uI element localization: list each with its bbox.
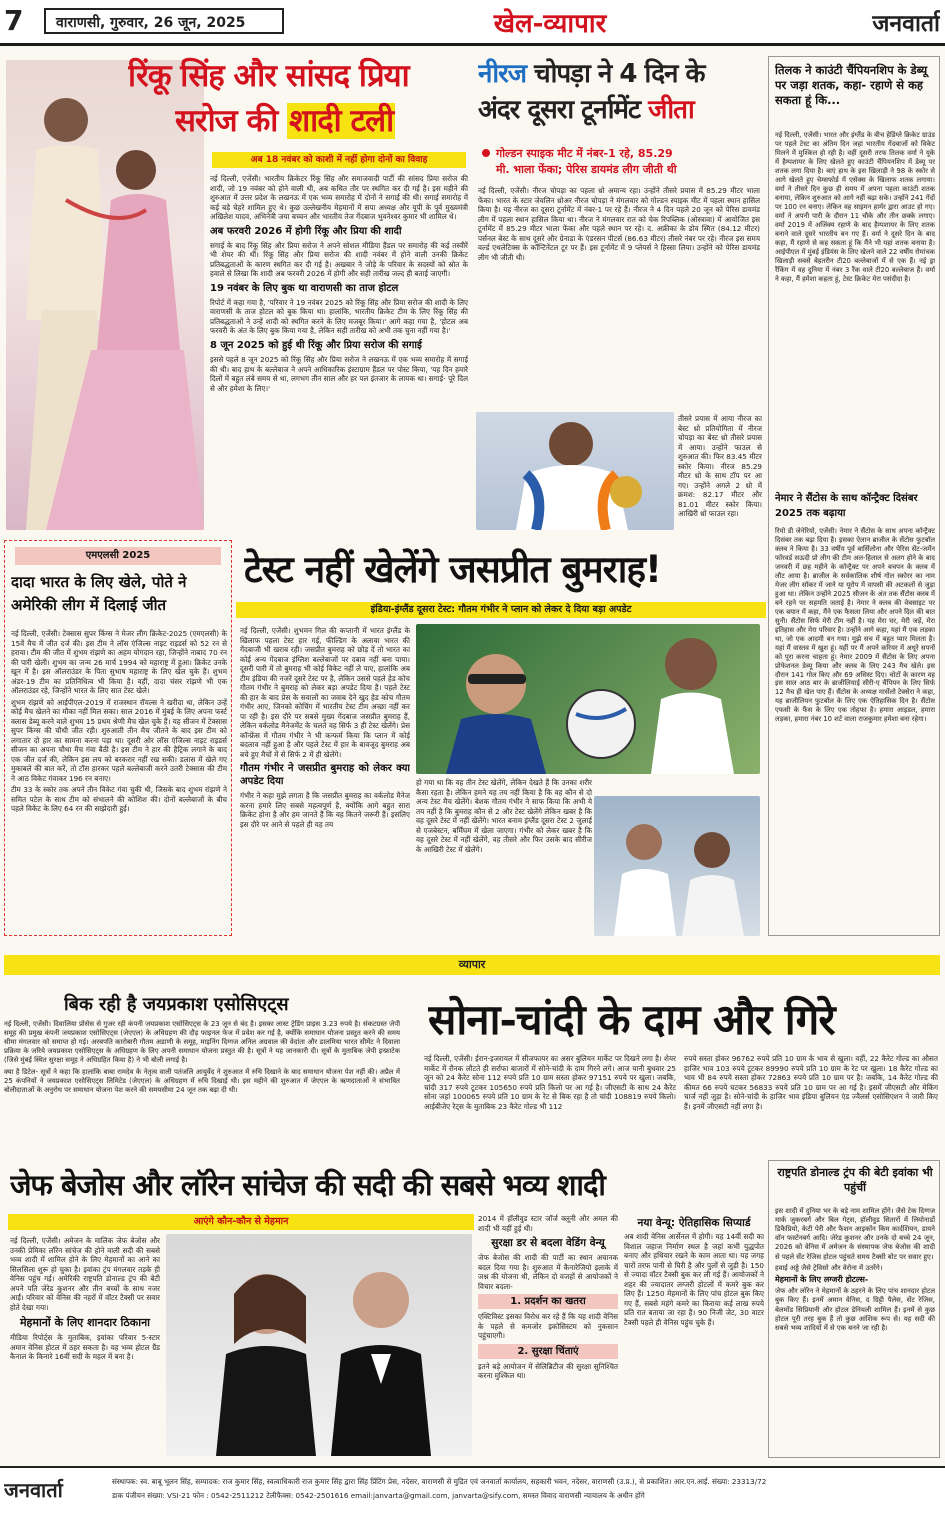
- neeraj-story: [474, 52, 764, 532]
- bezos-body-left: [10, 1236, 160, 1456]
- bumrah-body-right: हो गया था कि वह तीन टेस्ट खेलेंगे, लेकिन देखते हैं कि उनका शरीर कैसा रहता है। लेकिन हमने यह तय नहीं किया है कि वह कौन से दो अन्य टेस्ट मैच खेलेंगे। बेशक गौतम गंभीर ने साफ किया कि अभी ये तय नहीं है कि बुमराह कौन से 2 और टेस्ट खेलेंगे लेकिन खबर है कि वह दूसरे टेस्ट में नहीं खेलेंगे। भारत बनाम इंग्लैंड दूसरा टेस्ट 2 जुलाई से एजबेस्टन, बर्मिंघम में खेला जाएगा। गंभीर को लेकर खबर है कि वह दूसरे टेस्ट में नहीं खेलेंगे, वह तीसरे और फिर उसके बाद सीरीज के आखिरी टेस्ट में खेलेंगे।: [416, 778, 592, 854]
- rinku-sub1: अब फरवरी 2026 में होगी रिंकू और प्रिया की शादी: [210, 225, 402, 237]
- neeraj-headline-2a: अंदर दूसरा टूर्नामेंट: [478, 95, 649, 125]
- bezos-deck: आएंगे कौन-कौन से मेहमान: [8, 1214, 474, 1230]
- rinku-headline-2a: सरोज की: [175, 103, 288, 139]
- neymar-subhead: नेमार ने सैंटोस के साथ कॉन्ट्रैक्ट दिसंबर 2025 तक बढ़ाया: [775, 493, 918, 519]
- bumrah-story: [236, 540, 766, 940]
- neeraj-headline-2b: जीता: [648, 95, 694, 125]
- rinku-sub2: 19 नवंबर के लिए बुक था वाराणसी का ताज होटल: [210, 282, 399, 294]
- vyapar-divider: [4, 955, 940, 975]
- bumrah-sub: गौतम गंभीर ने जसप्रीत बुमराह को लेकर क्या अपडेट दिया: [240, 763, 410, 787]
- tilak-column: [768, 56, 940, 936]
- tilak-headline: तिलक ने काउंटी चैंपियनशिप के डेब्यू पर जड़ा शतक, कहा- रहाणे से कह सकता हूं कि...: [775, 63, 928, 107]
- vyapar-label: व्यापार: [458, 958, 486, 971]
- ivanka-p2: हवाई अड्डे जैसे ट्रेविसो और वेरोना में उतरेंगे।: [775, 1263, 883, 1272]
- ivanka-p3: जेफ और लॉरेन ने मेहमानों के ठहरने के लिए पांच शानदार होटल बुक किए हैं। इनमें अमान वेनिस, द ग्रिट्टी पैलेस, सेंट रेजिस, बेलमोंड सिप्रियानी और होटल डेनियली शामिल हैं। इनमें से कुछ होटल पूरी तरह बुक हैं तो कुछ आंशिक रूप से। यह सदी की सबसे भव्य शादियों में से एक बनने जा रही है।: [775, 1287, 935, 1332]
- neymar-body: रियो डी जेनेरियो, एजेंसी। नेमार ने सैंटोस के साथ अपना कॉन्ट्रैक्ट दिसंबर तक बढ़ा दिया है। इसका ऐलान ब्राजील के सेंटोस फुटबॉल क्लब ने किया है। 33 वर्षीय पूर्व बार्सिलोना और पेरिस सेंट-जर्मेन फॉरवर्ड सऊदी प्रो लीग की टीम अल-हिलाल से अलग होने के बाद जनवरी में छह महीने के कॉन्ट्रैक्ट पर अपने बचपन के क्लब में लौट आया है। ब्राजील के सर्वकालिक शीर्ष गोल स्कोरर का नाम मेजर लीग सॉकर में जाने या यूरोप में वापसी की अटकलों से जुड़ा हुआ था। लेकिन उन्होंने 2025 सीजन के अंत तक सैंटोस क्लब में बने रहने पर सहमति जताई है। नेमार ने क्लब की वेबसाइट पर एक बयान में कहा, मैंने एक फैसला लिया और अपने दिल की बात सुनी। सैंटोस सिर्फ मेरी टीम नहीं है। यह मेरा घर, मेरी जड़ें, मेरा इतिहास और मेरा परिवार है। उन्होंने आगे कहा, यहां मैं एक लड़का था, जो एक आदमी बन गया। मुझे सच में बहुत प्यार मिलता है। यहां मैं वास्तव में खुश हूं। यहीं पर मैं अपने करियर में अधूरे सपनों को पूरा करना चाहता हूं। नेमार 2009 में सैंटोस के लिए अपना प्रोफेशनल डेब्यू किया और क्लब के लिए 243 मैच खेले। इस दौरान 141 गोल किए और 69 असिस्ट दिए। चोटों के कारण वह इस साल आठ बार के ब्राजीलियाई सीरी-ए चैंपियन के लिए सिर्फ 12 मैच ही खेल पाए हैं। सैंटोस के अध्यक्ष मार्सेलो टेक्सेरा ने कहा, यह ब्राजीलियन फुटबॉल के लिए एक ऐतिहासिक दिन है। सैंटोस एफसी के फैंस के लिए एक तोहफा है। हमारा आइडल, हमारा लड़का, हमारा नंबर 10 शर्ट वाला राजकुमार हमेशा बना रहेगा।: [775, 527, 935, 724]
- bumrah-p1: नई दिल्ली, एजेंसी। शुभमन गिल की कप्तानी में भारत इंग्लैंड के खिलाफ पहला टेस्ट हार गई, फील्डिंग के अलावा भारत की गेंदबाजी भी खराब रही। जसप्रीत बुमराह को छोड़ दें तो भारत का कोई अन्य गेंदबाज इंग्लिश बल्लेबाजों पर दबाव नहीं बना पाया। दूसरी पारी में तो बुमराह भी कोई विकेट नहीं ले पाए, हालांकि अब टीम इंडिया की नजरें दूसरे टेस्ट पर है, लेकिन उससे पहले हेड कोच गौतम गंभीर ने बुमराह को लेकर बड़ा अपडेट दिया है। पहले टेस्ट की हार के बाद प्रेस के सवालों का जवाब देने खुद हेड कोच गौतम गंभीर आए, जिनको कोचिंग में भारतीय टेस्ट टीम अच्छा नहीं कर पा रही है। इस दौरे पर सबसे मुख्य गेंदबाज जसप्रीत बुमराह हैं, लेकिन वर्कलोड मैनेजमेंट के चलते वह सिर्फ 3 ही टेस्ट खेलेंगे। प्रेस कॉन्फ्रेंस में गौतम गंभीर ने भी कन्फर्म किया कि प्लान में कोई बदलाव नहीं हुआ है और पहले टेस्ट में हार के बावजूद बुमराह अब बचे हुए मैचों में से सिर्फ 2 में ही खेलेंगे।: [240, 626, 410, 759]
- rinku-p2: रिपोर्ट में कहा गया है, 'परिवार ने 19 नवंबर 2025 को रिंकू सिंह और प्रिया सरोज की शादी के लिए वाराणसी के ताज होटल को बुक किया था। हालांकि, भारतीय क्रिकेट टीम के लिए रिंकू सिंह की प्रतिबद्धताओं ने उन्हें शादी को स्थगित करने के लिए मजबूर किया।' आगे कहा गया है, 'होटल अब फरवरी के अंत के लिए बुक किया गया है, लेकिन सही तारीख को अभी तक चुना नहीं गया है।': [210, 297, 468, 336]
- bezos-list2: 2. सुरक्षा चिंताएं: [478, 1344, 618, 1359]
- bezos-p6: अब शादी वेनिस आर्सेनल में होगी। यह 14वीं सदी का विशाल जहाज निर्माण स्थल है जहां कभी युद्धपोत बनाए और हथियार रखने के काम आता था। यह जगह चारों तरफ पानी से घिरी है और पुलों से जुड़ी है। 150 से ज्यादा वॉटर टैक्सी बुक कर ली गई हैं। आयोजकों ने शहर की ज्यादातर लग्जरी होटलों में कमरे बुक कर लिए हैं। 1250 मेहमानों के लिए पांच होटल बुक किए गए हैं, सबसे महंगे कमरे का किराया कई लाख रुपये प्रति रात बताया जा रहा है। 90 निजी जेट, 30 वाटर टैक्सी पहले ही वेनिस पहुंच चुके हैं।: [624, 1232, 764, 1327]
- page-number: 7: [4, 6, 24, 36]
- neeraj-illustration: [476, 412, 674, 530]
- bumrah-headline: टेस्ट नहीं खेलेंगे जसप्रीत बुमराह!: [244, 548, 661, 591]
- neeraj-headline-1a: नीरज: [478, 59, 527, 89]
- rinku-body: [210, 174, 468, 530]
- bezos-headline: जेफ बेजोस और लॉरेन सांचेज की सदी की सबसे भव्य शादी: [10, 1168, 605, 1202]
- dateline-box: [44, 8, 284, 34]
- dateline: वाराणसी, गुरुवार, 26 जून, 2025: [56, 15, 246, 31]
- bezos-sub2: सुरक्षा डर से बदला वेडिंग वेन्यू: [491, 1237, 605, 1249]
- bezos-list1: 1. प्रदर्शन का खतरा: [478, 1294, 618, 1309]
- mlc-headline: दादा भारत के लिए खेले, पोते ने अमेरिकी लीग में दिलाई जीत: [11, 573, 187, 614]
- section-name: खेल-व्यापार: [493, 9, 607, 38]
- footer-line1: संस्थापक: स्व. बाबू भूलन सिंह, सम्पादक: राज कुमार सिंह, स्वत्वाधिकारी राज कुमार सिंह द्वारा सिंह प्रिंटिंग प्रेस, नदेसर, वाराणसी से मुद्रित एवं जनवार्ता कार्यालय, सहकारी भवन, नदेसर, वाराणसी (उ.प्र.), से प्रकाशित। आर.एन.आई. संख्या: 23313/72: [112, 1477, 767, 1486]
- gold-headline: सोना-चांदी के दाम और गिरे: [428, 995, 835, 1044]
- bezos-p5: इतने बड़े आयोजन में सेलिब्रिटीज की सुरक्षा सुनिश्चित करना मुश्किल था।: [478, 1361, 618, 1381]
- bezos-body-right: [624, 1214, 764, 1456]
- neeraj-body-top: नई दिल्ली, एजेंसी। नीरज चोपड़ा का पहला थ्रो अमान्य रहा। उन्होंने तीसरे प्रयास में 85.29 मीटर भाला फेंका। भारत के स्टार जेवलिन थ्रोअर नीरज चोपड़ा ने मंगलवार को गोल्डन स्पाइक मीट में पहला स्थान हासिल किया है। यह नीरज का दूसरा टूर्नामेंट में नंबर-1 पर रहे हैं। नीरज ने 4 दिन पहले 20 जून को पेरिस डायमंड लीग में पहला स्थान हासिल किया था। नीरज ने मंगलवार रात को चेक रिपब्लिक (ओस्त्रावा) में आयोजित इस टूर्नामेंट में 85.29 मीटर भाला फेंका और पहले स्थान पर रहे। द. अफ्रीका के डोव स्मित (84.12 मीटर) पर्सनल बेस्ट के साथ दूसरे और ग्रेनाडा के एंडरसन पीटर्स (86.63 मीटर) तीसरे नंबर पर रहे। नीरज इस समय वर्ल्ड एथलेटिक्स के कॉन्टिनेंटल टूर पर हैं। इस टूर्नामेंट में 9 प्लेयर्स ने हिस्सा लिया। उन्होंने को पेरिस डायमंड लीग भी जीती थी।: [478, 186, 760, 262]
- rinku-headline-1: रिंकू सिंह और सांसद प्रिया: [128, 58, 409, 94]
- ivanka-p1: इस शादी में दुनिया भर के बड़े नाम शामिल होंगे। जैसे टेक दिग्गज मार्क जुकरबर्ग और बिल गेट्स, हॉलीवुड सितारों में लियोनार्डो डिकैप्रियो, केटी पेरी और फैशन आइकॉन किम कार्दशियन, डायने वॉन फर्स्टनबर्ग आदि। जेरेड कुशनर और उनके दो बच्चे 24 जून, 2026 को वेनिस में अमेजन के संस्थापक जेफ बेजोस की शादी से पहले सेंट रेजिस होटल पहुंचते समय टैक्सी बोट पर सवार हुए।: [775, 1207, 935, 1261]
- neeraj-headline-1b: चोपड़ा ने 4 दिन के: [526, 59, 705, 89]
- bezos-p2: मीडिया रिपोर्ट्स के मुताबिक, इवांका परिवार 5-स्टार अमान वेनिस होटल में ठहर सकता है। यह भव्य होटल ग्रैंड कैनाल के किनारे 16वीं सदी के महल में बना है।: [10, 1333, 160, 1361]
- jaiprakash-body: [4, 1020, 400, 1138]
- footer-line2: डाक पंजीयन संख्या: VSI-21 फोन : 0542-2511212 टेलीफैक्स: 0542-2501616 email:janvarta@gmail.com, janvarta@sify.com, समस्त विवाद वाराणसी न्यायालय के अधीन होंगे: [112, 1491, 645, 1500]
- footer: [0, 1466, 945, 1513]
- players-illustration: [416, 624, 760, 774]
- mlc-story: [4, 540, 232, 936]
- ivanka-headline: राष्ट्रपति डोनाल्ड ट्रंप की बेटी इवांका भी पहुंचीं: [777, 1166, 933, 1194]
- rinku-story: [0, 52, 470, 532]
- neeraj-photo: [476, 412, 674, 530]
- ivanka-story: [768, 1160, 940, 1458]
- ivanka-body: [775, 1207, 935, 1455]
- bezos-sub1: मेहमानों के लिए शानदार ठिकाना: [19, 1316, 151, 1329]
- mlc-p3: टीम 33 के स्कोर तक अपने तीन विकेट गंवा चुकी थी, जिसके बाद शुभम रांझणे ने समित पटेल के साथ टीम को संभालने की कोशिश की। दोनों बल्लेबाजों के बीच पहले विकेट के लिए 64 रन की साझेदारी हुई।: [11, 785, 227, 813]
- neeraj-deck-2: मी. भाला फेंका; पेरिस डायमंड लीग जीती थी: [496, 163, 677, 176]
- bezos-sub3: नया वेन्यू: ऐतिहासिक सिप्यार्ड: [637, 1217, 751, 1229]
- rinku-intro: नई दिल्ली, एजेंसी। भारतीय क्रिकेटर रिंकू सिंह और समाजवादी पार्टी की सांसद प्रिया सरोज की शादी, जो 19 नवंबर को होने वाली थी, अब कथित तौर पर स्थगित कर दी गई है। इस महीने की शुरुआत में उत्तर प्रदेश के लखनऊ में एक भव्य समारोह में दोनों ने सगाई की थी। सगाई समारोह में कई बड़े चेहरे शामिल हुए थे। कुछ उल्लेखनीय मेहमानों में सपा अध्यक्ष और यूपी के पूर्व मुख्यमंत्री अखिलेश यादव, अभिनेत्री जया बच्चन और भारतीय तेज गेंदबाज भुवनेश्वर कुमार भी शामिल थे।: [210, 174, 468, 221]
- gold-body-left: नई दिल्ली, एजेंसी। ईरान-इजरायल में सीजफायर का असर बुलियन मार्केट पर दिखने लगा है। शेयर मार्केट में रौनक लौटते ही सर्राफा बाजारों में सोने-चांदी के दाम गिरने लगे। आज यानी बुधवार 25 जून को 24 कैरेट सोना 112 रुपये प्रति 10 ग्राम सस्ता होकर 97151 रुपये पर खुला। जबकि, चांदी 317 रुपये टूटकर 105650 रुपये प्रति किलो पर आ गई है। जीएसटी के साथ 24 कैरेट सोना जहां 100065 रुपये प्रति 10 ग्राम के रेट से बिक रहा है तो चांदी 108819 रुपये किलो। आईबीजेए रेट्स के मुताबिक 23 कैरेट गोल्ड भी 112: [424, 1054, 676, 1111]
- bezos-couple-photo: [166, 1234, 472, 1456]
- rinku-headline-2: [175, 98, 468, 144]
- bezos-p-top: 2014 में हॉलीवुड स्टार जॉर्ज क्लूनी और अमल की शादी भी यहीं हुई थी।: [478, 1214, 618, 1233]
- bezos-p1: नई दिल्ली, एजेंसी। अमेजन के मालिक जेफ बेजोस और उनकी प्रेमिका लॉरेन सांचेज की होने वाली सदी की सबसे भव्य शादी में शामिल होने के लिए मेहमानों का आने का सिलसिला शुरू हो चुका है। इवांका ट्रंप मंगलवार तड़के ही वेनिस पहुंच गई। अमेरिकी राष्ट्रपति डोनाल्ड ट्रंप की बेटी अपने पति जेरेड कुशनर और तीन बच्चों के साथ नजर आईं। परिवार को वेनिस की नहरों में वॉटर टैक्सी पर सवार होते देखा गया।: [10, 1236, 160, 1312]
- brand-name: जनवार्ता: [872, 10, 940, 36]
- rinku-tagline: अब 18 नवंबर को काशी में नहीं होगा दोनों का विवाह: [212, 152, 466, 168]
- rinku-sub3: 8 जून 2025 को हुई थी रिंकू और प्रिया सरोज की सगाई: [210, 339, 422, 351]
- jaiprakash-headline: बिक रही है जयप्रकाश एसोसिएट्स: [64, 994, 289, 1015]
- mlc-p1: नई दिल्ली, एजेंसी। टेक्सास सुपर किंग्स ने मेजर लीग क्रिकेट-2025 (एमएलसी) के 15वें मैच में जीत दर्ज की। इस टीम ने लॉस एंजिल्स नाइट राइडर्स को 52 रन से हराया। टीम की जीत में शुभम रांझणे का अहम योगदान रहा, जिन्होंने नाबाद 70 रन की पारी खेली। शुभम का जन्म 26 मार्च 1994 को महाराष्ट्र में हुआ। क्रिकेट उनके खून में है। इस ऑलराउंडर के पिता सुभाष महाराष्ट्र के लिए खेल चुके हैं। शुभम अंडर-19 टीम का प्रतिनिधित्व भी किया है। वहीं, दादा चंसर रांझणे भी एक ऑलराउंडर रहे, जिन्होंने भारत के लिए सात टेस्ट खेले।: [11, 629, 227, 695]
- jaiprakash-story: [4, 992, 400, 1140]
- jaiprakash-p1: नई दिल्ली, एजेंसी। दिवालिया प्रोसेस से गुजर रही कंपनी जयप्रकाश एसोसिएट्स के 23 जून से बंद है। इसका लास्ट ट्रेडिंग प्राइस 3.23 रुपये है। संकटग्रस्त जेपी समूह की प्रमुख कंपनी जयप्रकाश एसोसिएट्स (जेएएल) के अधिग्रहण की दौड़ फाइनल फेज में प्रवेश कर गई है, क्योंकि समाधान योजना प्रस्तुत करने की समय सीमा मंगलवार को समाप्त हो गई। अरबपति कारोबारी गौतम अडाणी के समूह, माइनिंग दिग्गज अनिल अग्रवाल की वेदांता और डालमिया भारत सीमेंट ने दिवाला प्रक्रिया के जरिये जयप्रकाश एसोसिएट्स के अधिग्रहण के लिए अपनी समाधान योजना प्रस्तुत की है। सूत्रों ने यह जानकारी दी। सूत्रों के मुताबिक जेपी इन्फ्राटेक (जिसे मुंबई स्थित सुरक्षा समूह ने अधिग्रहित किया है) ने भी बोली लगाई है।: [4, 1020, 400, 1065]
- bullet-icon: [482, 149, 490, 157]
- gold-story: [414, 990, 940, 1142]
- bumrah-deck: इंडिया-इंग्लैंड दूसरा टेस्ट: गौतम गंभीर ने प्लान को लेकर दे दिया बड़ा अपडेट: [236, 602, 766, 618]
- bezos-p4: एक्टिविस्ट इसका विरोध कर रहे हैं कि यह शादी वेनिस के पहले से कमजोर इकोसिस्टम को नुकसान पहुंचाएगी।: [478, 1312, 618, 1341]
- bezos-body-mid: [478, 1214, 618, 1456]
- mlc-body: [11, 629, 227, 931]
- neeraj-headline-1: [478, 56, 764, 92]
- neeraj-deck-1-text: गोल्डन स्पाइक मीट में नंबर-1 रहे, 85.29: [496, 147, 673, 160]
- gill-pant-illustration: [594, 796, 760, 936]
- bezos-story: [4, 1158, 764, 1458]
- rinku-p1: सगाई के बाद रिंकू सिंह और प्रिया सरोज ने अपने सोशल मीडिया हैंडल पर समारोह की कई तस्वीरें भी शेयर की थीं। रिंकू सिंह और प्रिया सरोज की शादी नवंबर में होने वाली उनकी क्रिकेट प्रतिबद्धताओं के कारण स्थगित कर दी गई है। अखबार ने जोड़े के परिवार के सदस्यों को स्रोत के हवाले से लिखा कि शादी अब फरवरी 2026 में होगी और सही तारीख जल्द ही बताई जाएगी।: [210, 240, 468, 279]
- neeraj-deck: [482, 146, 764, 180]
- gill-pant-photo: [594, 796, 760, 936]
- mlc-p2: शुभम रांझणे को आईपीएल-2019 में राजस्थान रॉयल्स ने खरीदा था, लेकिन उन्हें कोई मैच खेलने का मौका नहीं मिल सका। साल 2016 में मुंबई के लिए अपना फर्स्ट क्लास डेब्यू करने वाले शुभम 15 प्रथम श्रेणी मैच खेल चुके हैं। यह सीजन में टेक्सास सुपर किंग्स की चौथी जीत रही। शुरुआती तीन मैच जीतने के बाद इस टीम को लगातार दो हार का सामना करना पड़ा था। दूसरी ओर लॉस एंजिल्स नाइट राइडर्स सीजन का अपना चौथा मैच गंवा बैठी है। इस टीम ने हार की हैट्रिक लगाने के बाद एक जीत दर्ज की, लेकिन इस लय को बरकरार नहीं रख सकी। डलास में खेले गए मुकाबले की बात करें, तो टॉस हारकर पहले बल्लेबाजी करने उतरी टेक्सास की टीम ने आठ विकेट गंवाकर 196 रन बनाए।: [11, 697, 227, 783]
- neeraj-body-side: तीसरे प्रयास में आया नीरज का बेस्ट थ्रो प्रतियोगिता में नीरज चोपड़ा का बेस्ट थ्रो तीसरे प्रयास में आया। उन्होंने फाउल से शुरुआत की। फिर 83.45 मीटर स्कोर किया। नीरज 85.29 मीटर थ्रो के साथ टॉप पर आ गए। उन्होंने अगले 2 थ्रो में क्रमश: 82.17 मीटर और 81.01 मीटर स्कोर किया। आखिरी थ्रो फाउल रहा।: [678, 414, 762, 518]
- bezos-couple-illustration: [166, 1234, 472, 1456]
- masthead: [0, 0, 945, 46]
- ivanka-sub: मेहमानों के लिए लग्जरी होटल्स-: [775, 1274, 869, 1284]
- gambhir-bumrah-photo: [416, 624, 760, 774]
- footer-brand: जनवार्ता: [4, 1478, 63, 1502]
- gold-body-right: रुपये सस्ता होकर 96762 रुपये प्रति 10 ग्राम के भाव से खुला। वहीं, 22 कैरेट गोल्ड का औसत हाजिर भाव 103 रुपये टूटकर 89990 रुपये प्रति 10 ग्राम के रेट पर खुला। 18 कैरेट गोल्ड का भाव भी 84 रुपये सस्ता होकर 72863 रुपये प्रति 10 ग्राम पर है। जबकि, 14 कैरेट गोल्ड की कीमत 66 रुपये घटकर 56833 रुपये प्रति 10 ग्राम पर आ गई है। इसमें जीएसटी और मेकिंग चार्ज नहीं जुड़ा है। सोने-चांदी के हाजिर भाव इंडिया बुलियन एंड ज्वैलर्स एसोसिएशन ने जारी किए हैं। इनमें जीएसटी नहीं लगा है।: [684, 1054, 938, 1111]
- rinku-p3: इससे पहले 8 जून 2025 को रिंकू सिंह और प्रिया सरोज ने लखनऊ में एक भव्य समारोह में सगाई की थी। बाद हाथ के बल्लेबाज ने अपने आधिकारिक इंस्टाग्राम हैंडल पर पोस्ट किया, 'यह दिन हमारे दिलों में बहुत लंबे समय से था, लगभग तीन साल और हर पल इंतजार के लायक था। सगाई- पूरे दिल से और हमेशा के लिए।': [210, 355, 468, 393]
- neeraj-headline-2: [478, 92, 764, 128]
- bumrah-body-left: [240, 626, 410, 936]
- jaiprakash-p2: क्या है डिटेल- सूत्रों ने कहा कि हालांकि बाबा रामदेव के नेतृत्व वाली पतंजलि आयुर्वेद ने शुरुआत में रुचि दिखाने के बाद समाधान योजना पेश नहीं की। अप्रैल में 25 कंपनियों ने जयप्रकाश एसोसिएट्स लिमिटेड (जेएएल) के अधिग्रहण में रुचि दिखाई थी। इस महीने की शुरुआत में जेएएल के ऋणदाताओं ने संभावित बोलीदाताओं के अनुरोध पर समाधान योजना पेश करने की समयसीमा 24 जून तक बढ़ा दी थी।: [4, 1067, 400, 1094]
- tilak-body: नई दिल्ली, एजेंसी। भारत और इंग्लैंड के बीच हेडिंग्ले क्रिकेट ग्राउंड पर पहले टेस्ट का अंतिम दिन जहां भारतीय गेंदबाजों को विकेट मिलने में मुश्किल हो रही है। वहीं दूसरी तरफ तिलक वर्मा ने यूके में हैम्पशायर के लिए खेलते हुए काउंटी चैंपियनशिप में डेब्यू पर शतक लगा दिया है। बाएं हाथ के इस खिलाड़ी ने 98 के स्कोर से आगे खेलते हुए चेम्सफोर्ड में एसेक्स के खिलाफ शतक लगाया। वर्मा ने तीसरे दिन कुछ ही समय में अपना पहला काउंटी शतक बनाया, लेकिन शुरुआत को आगे नहीं बढ़ा सके। उन्होंने 241 गेंदों पर 100 रन बनाए। लेकिन वह साइमन हार्मर द्वारा आउट हो गए। वर्मा ने अपनी पारी के दौरान 11 चौके और तीन छक्के लगाए। वर्मा 2019 में अजिंक्य रहाणे के बाद हैम्पशायर के लिए शतक बनाने वाले दूसरे भारतीय बन गए हैं। वर्मा ने दूसरे दिन के बाद कहा, मैं रहाणे से कह सकता हूं कि मैंने भी यहां शतक बनाया है। आईपीएल में मुंबई इंडियंस के लिए खेलने वाले 22 वर्षीय रोमांचक खिलाड़ी सबसे बेहतरीन टी20 बल्लेबाजों में से एक हैं। नई ड्रा रैंकिंग में वह दुनिया में नंबर 3 रैंक वाले टी20 बल्लेबाज हैं। वर्मा ने कहा, मैं हमेशा कहता हूं, टेस्ट क्रिकेट मेरा पसंदीदा है।: [775, 131, 935, 283]
- bumrah-p2: गंभीर ने कहा मुझे लगता है कि जसप्रीत बुमराह का वर्कलोड मैनेज करना हमारे लिए सबसे महत्वपूर्ण है, क्योंकि आगे बहुत सारा क्रिकेट होना है और हम जानते हैं कि वह कितने जरूरी हैं। इसलिए इस दौरे पर आने से पहले ही यह तय: [240, 791, 410, 829]
- rinku-headline-2b: शादी टली: [289, 103, 394, 139]
- bezos-p3: जेफ बेजोस की शादी की पार्टी का स्थान अचानक बदल दिया गया है। शुरुआत में कैनारेजियो इलाके में जश्न की योजना थी, लेकिन दो वजहों से आयोजकों ने विचार बदला-: [478, 1253, 618, 1291]
- neeraj-deck-1: [482, 146, 764, 162]
- mlc-kicker: एमएलसी 2025: [15, 547, 221, 565]
